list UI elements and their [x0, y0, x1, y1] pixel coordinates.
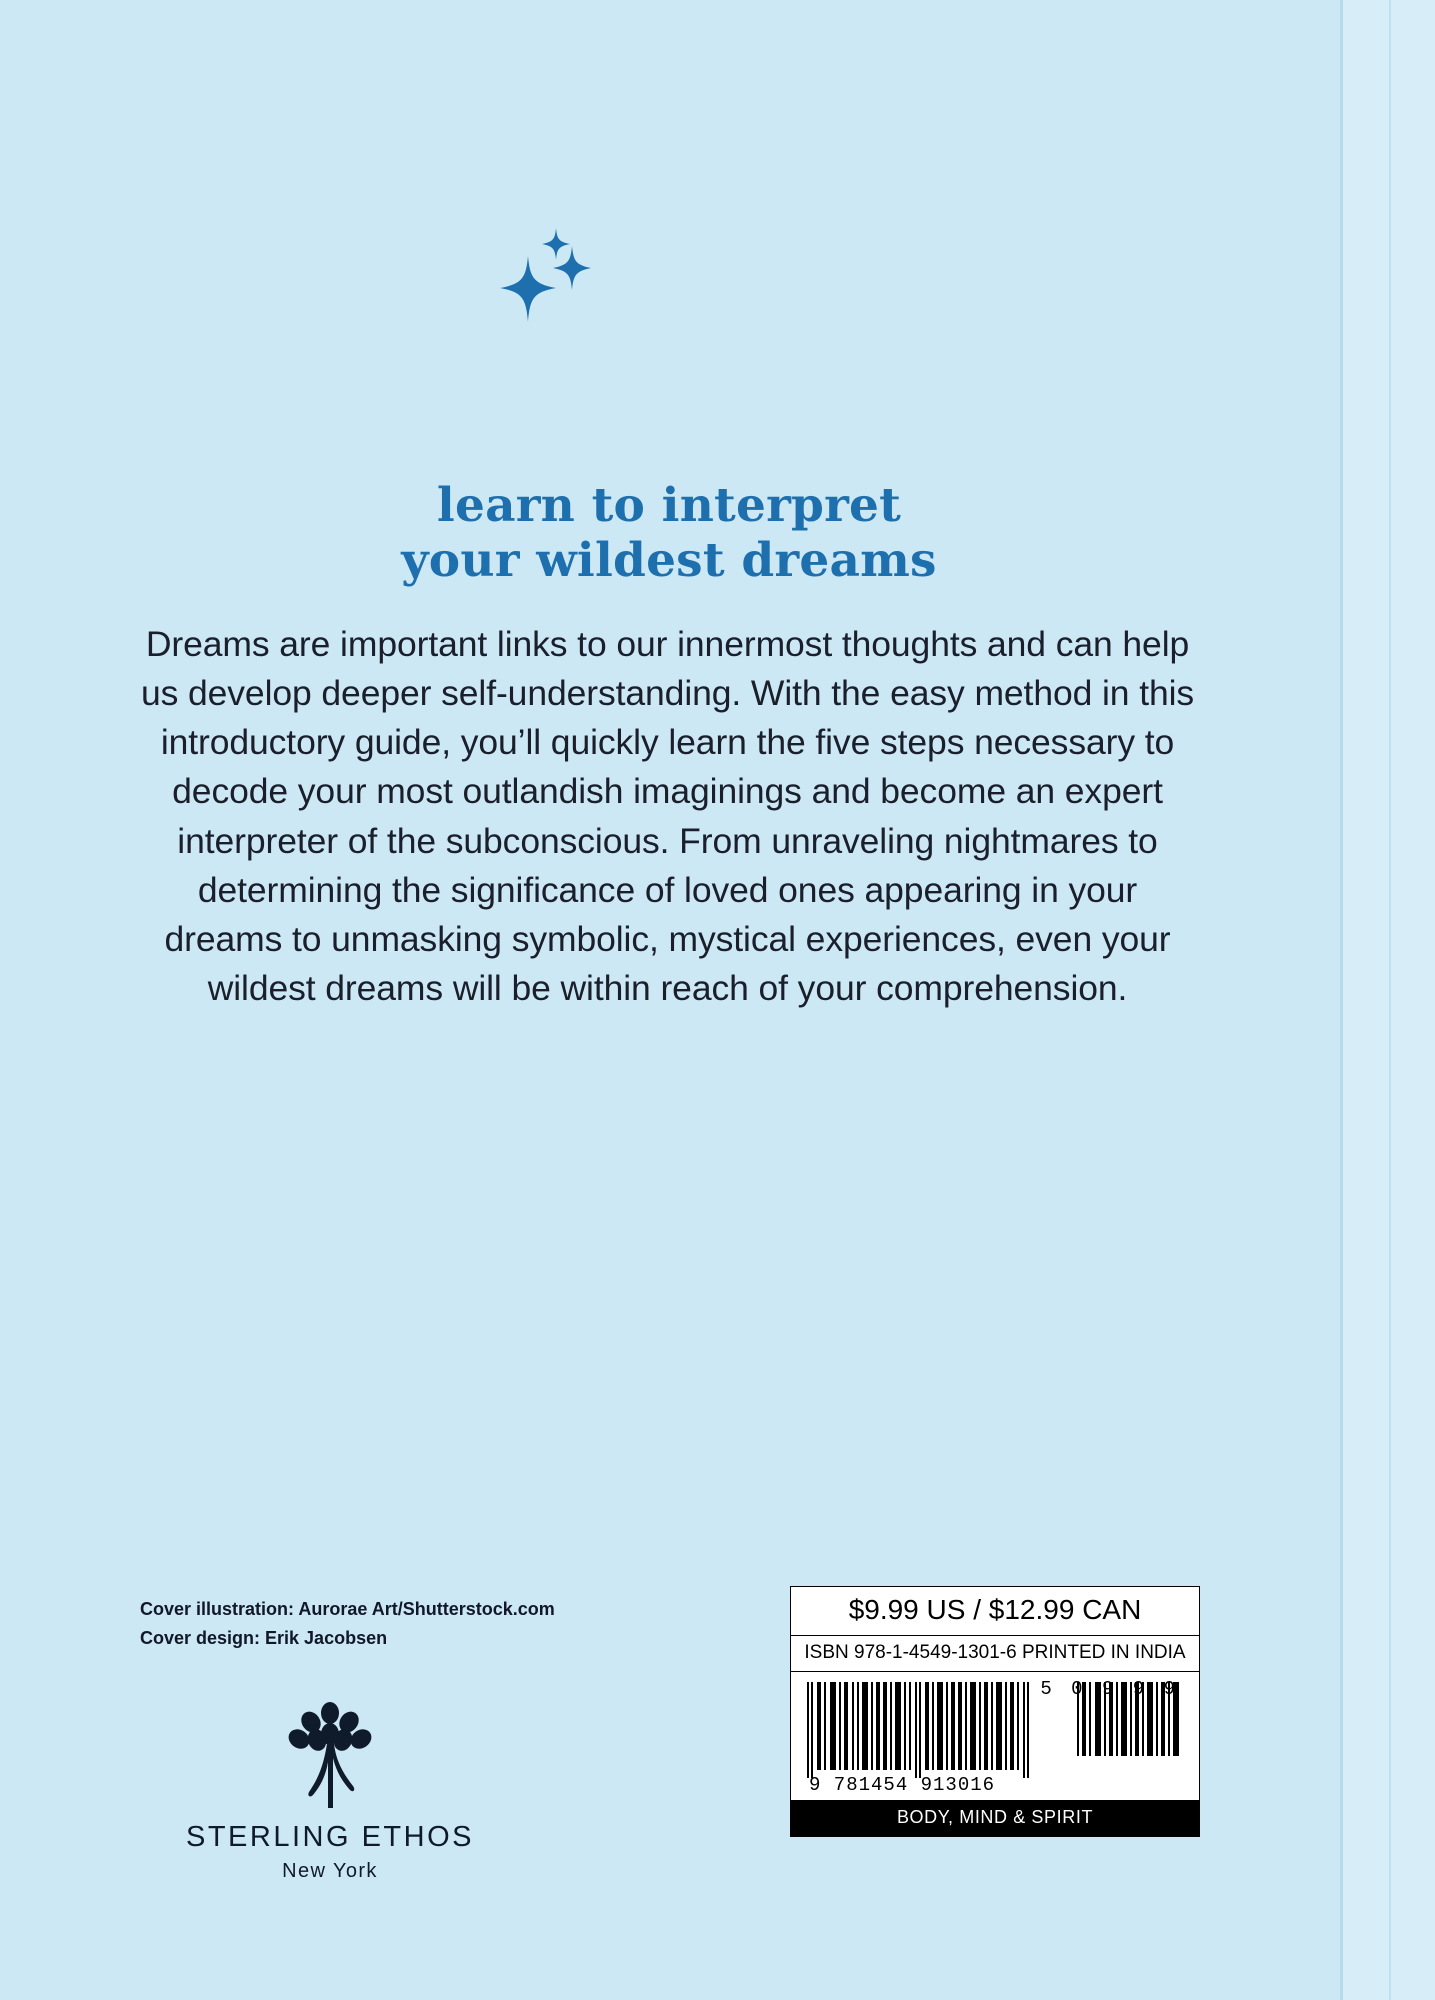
spine-crease-line [1389, 0, 1391, 2000]
headline-line-2: your wildest dreams [401, 532, 937, 588]
cover-blurb: Dreams are important links to our innermost thoughts and can help us develop deeper self-understanding. With the easy method in this introductory guide, you’ll quickly learn the five steps necessary to decode your most outlandish imaginings and become an expert interpreter of the subconscious. From unraveling nightmares to determining the significance of loved ones appearing in your dreams to unmasking symbolic, mystical experiences, even your wildest dreams will be within reach of your comprehension. [140, 624, 1195, 1009]
spine-strip [1340, 0, 1435, 2000]
ean13-digits: 9 781454 913016 [809, 1774, 996, 1796]
headline-line-1: learn to interpret [436, 478, 902, 533]
barcode-bars-area [791, 1672, 1199, 1800]
isbn-text: ISBN 978-1-4549-1301-6 PRINTED IN INDIA [791, 1636, 1199, 1672]
credit-design: Cover design: Erik Jacobsen [140, 1628, 388, 1649]
credit-illustration: Cover illustration: Aurorae Art/Shutterstock.com [140, 1599, 555, 1619]
cover-credits [140, 1595, 555, 1653]
price-text: $9.99 US / $12.99 CAN [791, 1587, 1199, 1636]
publisher-name: STERLING ETHOS [186, 1821, 474, 1853]
cover-headline [0, 478, 1338, 588]
bisac-category: BODY, MIND & SPIRIT [791, 1800, 1199, 1836]
tree-icon [140, 1700, 520, 1817]
publisher-block [140, 1700, 520, 1883]
publisher-city: New York [282, 1860, 378, 1882]
ean5-digits: 5 0 9 9 9 [1040, 1678, 1179, 1700]
barcode-block [790, 1586, 1200, 1837]
ean13-barcode [805, 1682, 1040, 1782]
sparkle-icon [490, 228, 630, 348]
